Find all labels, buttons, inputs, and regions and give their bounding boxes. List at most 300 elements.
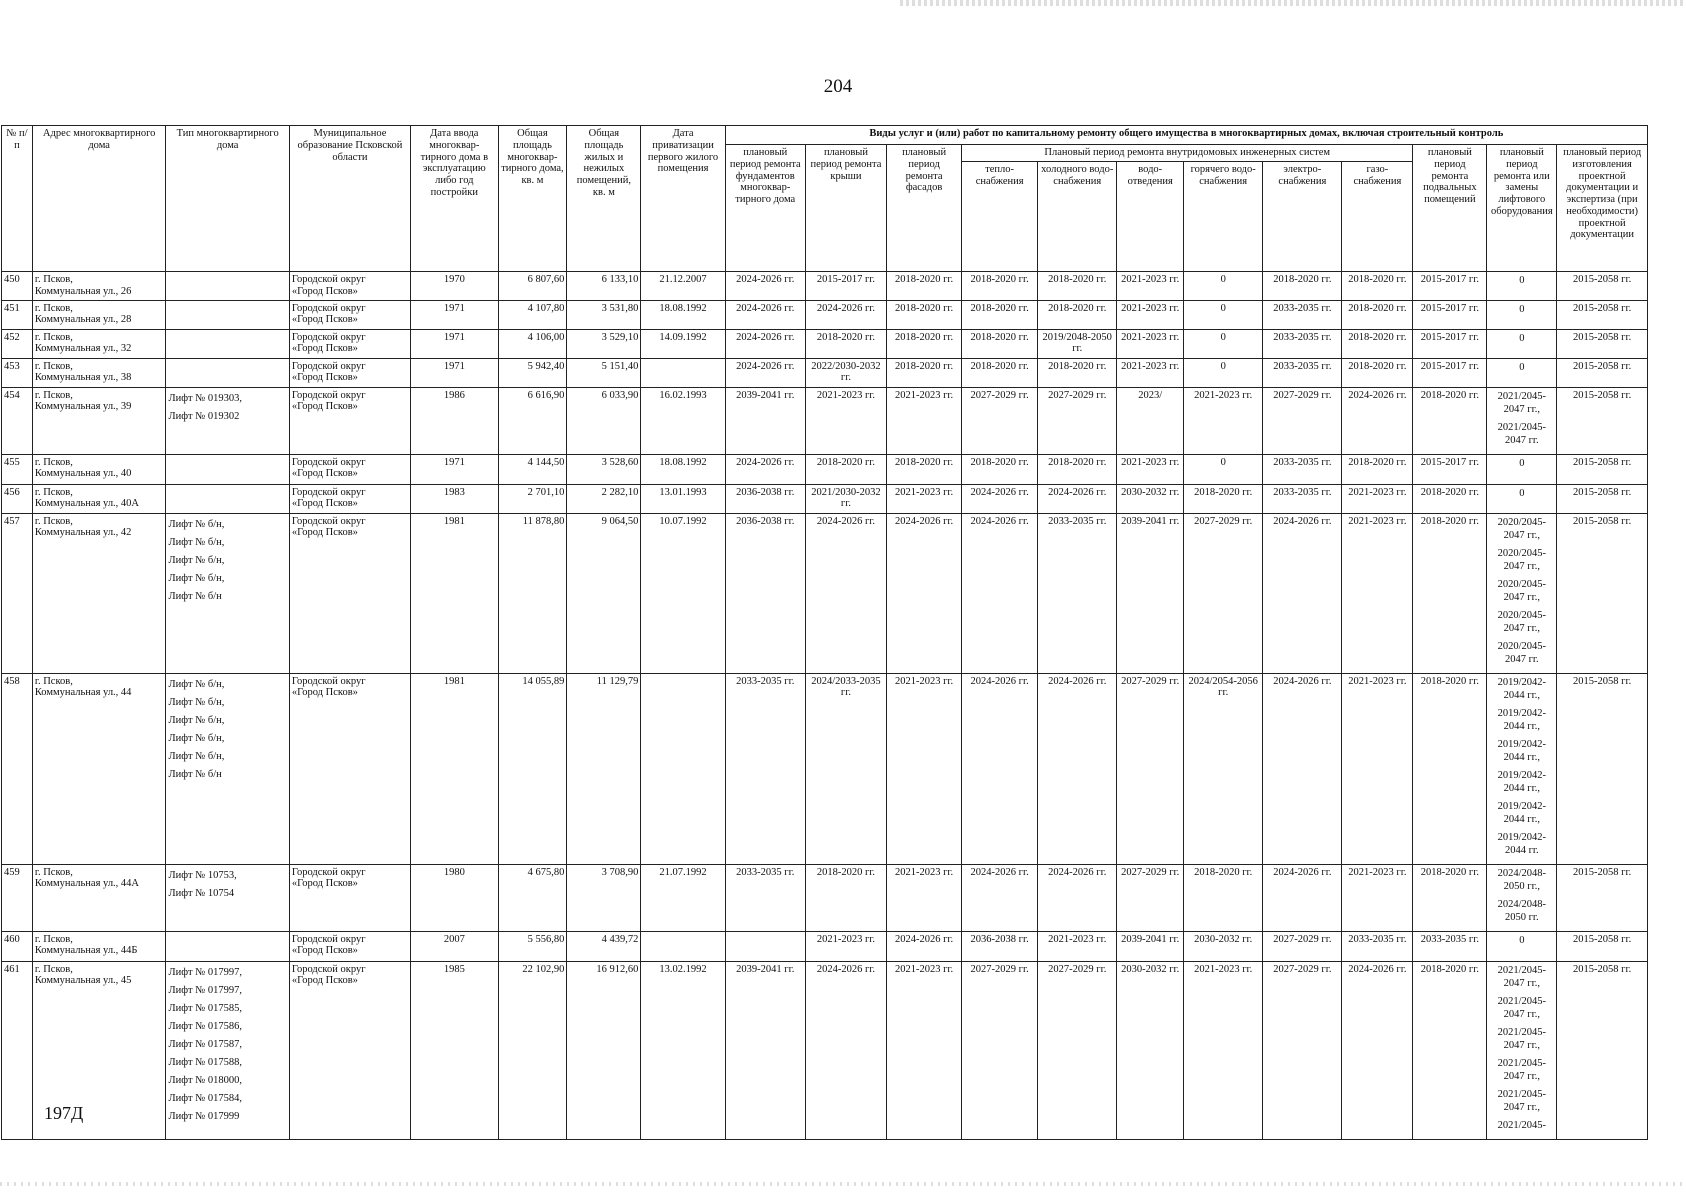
cell-cold-water: 2027-2029 гг. [1038,387,1117,454]
elevator-id: Лифт № 10753, [168,869,237,881]
repair-schedule-table [1,125,1648,1140]
table-row [2,864,1648,931]
cell-electric: 2027-2029 гг. [1263,387,1342,454]
cell-facade: 2018-2020 гг. [887,300,962,329]
cell-gas: 2024-2026 гг. [1342,961,1413,1139]
cell-gas: 2033-2035 гг. [1342,931,1413,961]
cell-privatization-date: 21.12.2007 [641,272,725,301]
cell-num: 453 [2,358,33,387]
cell-premises-area: 9 064,50 [567,513,641,673]
elevator-period: 0 [1519,303,1525,315]
cell-hot-water: 2018-2020 гг. [1184,864,1263,931]
cell-house-type [166,513,289,673]
cell-municipality [289,961,410,1139]
cell-foundation: 2024-2026 гг. [725,300,805,329]
cell-docs: 2015-2058 гг. [1557,358,1648,387]
cell-num: 457 [2,513,33,673]
cell-privatization-date: 18.08.1992 [641,300,725,329]
cell-elevator [1487,484,1557,513]
municipality-line: Городской округ [291,866,366,878]
elevator-period: 2024/2048-2050 гг. [1497,898,1547,923]
cell-electric: 2024-2026 гг. [1263,864,1342,931]
cell-roof: 2024/2033-2035 гг. [805,673,886,864]
cell-cold-water: 2024-2026 гг. [1038,484,1117,513]
elevator-period: 2019/2042-2044 гг., [1497,738,1547,763]
cell-sewer: 2027-2029 гг. [1117,864,1184,931]
page-number: 204 [823,76,853,97]
cell-total-area: 14 055,89 [498,673,567,864]
table-row [2,454,1648,484]
cell-privatization-date: 21.07.1992 [641,864,725,931]
cell-heat: 2024-2026 гг. [962,864,1038,931]
cell-basement: 2018-2020 гг. [1413,387,1487,454]
cell-facade: 2021-2023 гг. [887,961,962,1139]
cell-roof: 2018-2020 гг. [805,454,886,484]
cell-municipality [289,300,410,329]
municipality-line: Городской округ [291,274,366,285]
address-street: Коммунальная ул., 38 [34,372,132,384]
cell-house-type [166,387,289,454]
cell-premises-area: 4 439,72 [567,931,641,961]
cell-address [32,454,166,484]
cell-num: 460 [2,931,33,961]
cell-year: 1971 [411,454,498,484]
cell-heat: 2024-2026 гг. [962,673,1038,864]
cell-roof: 2018-2020 гг. [805,329,886,358]
cell-foundation: 2033-2035 гг. [725,864,805,931]
cell-roof: 2021-2023 гг. [805,931,886,961]
cell-total-area: 22 102,90 [498,961,567,1139]
cell-premises-area: 3 708,90 [567,864,641,931]
elevator-period: 0 [1519,361,1525,373]
address-city: г. Псков, [34,456,73,468]
cell-sewer: 2021-2023 гг. [1117,300,1184,329]
cell-municipality [289,864,410,931]
elevator-id: Лифт № б/н [168,768,222,780]
elevator-id: Лифт № б/н, [168,536,225,548]
header-address: Адрес многоквартирного дома [32,126,166,272]
elevator-period: 2021/2045-2047 гг., [1497,1057,1547,1082]
cell-hot-water: 0 [1184,329,1263,358]
elevator-id: Лифт № б/н, [168,518,225,530]
cell-roof: 2015-2017 гг. [805,272,886,301]
elevator-id: Лифт № б/н, [168,554,225,566]
scan-edge-top [900,0,1686,6]
cell-basement: 2018-2020 гг. [1413,513,1487,673]
address-street: Коммунальная ул., 40А [34,498,140,510]
address-city: г. Псков, [34,331,73,343]
cell-house-type [166,484,289,513]
cell-basement: 2015-2017 гг. [1413,272,1487,301]
cell-facade: 2021-2023 гг. [887,387,962,454]
cell-gas: 2024-2026 гг. [1342,387,1413,454]
municipality-line: Городской округ [291,515,366,527]
cell-hot-water: 2030-2032 гг. [1184,931,1263,961]
cell-facade: 2018-2020 гг. [887,329,962,358]
elevator-id: Лифт № 018000, [168,1074,242,1086]
cell-total-area: 5 942,40 [498,358,567,387]
cell-docs: 2015-2058 гг. [1557,513,1648,673]
elevator-id: Лифт № 10754 [168,887,235,899]
table-row [2,358,1648,387]
header-roof: плановый период ремонта крыши [805,145,886,272]
cell-gas: 2018-2020 гг. [1342,300,1413,329]
cell-premises-area: 11 129,79 [567,673,641,864]
cell-year: 1981 [411,673,498,864]
cell-elevator [1487,454,1557,484]
cell-hot-water: 2021-2023 гг. [1184,387,1263,454]
cell-hot-water: 2027-2029 гг. [1184,513,1263,673]
cell-address [32,358,166,387]
cell-heat: 2018-2020 гг. [962,358,1038,387]
cell-heat: 2027-2029 гг. [962,961,1038,1139]
cell-docs: 2015-2058 гг. [1557,961,1648,1139]
elevator-id: Лифт № 019302 [168,410,240,422]
cell-gas: 2021-2023 гг. [1342,864,1413,931]
address-city: г. Псков, [34,933,73,945]
municipality-line: Городской округ [291,675,366,687]
cell-roof: 2021-2023 гг. [805,387,886,454]
cell-roof: 2024-2026 гг. [805,300,886,329]
cell-foundation: 2024-2026 гг. [725,329,805,358]
municipality-line: Городской округ [291,331,366,343]
table-row [2,300,1648,329]
elevator-period: 2021/2045-2047 гг., [1497,1088,1547,1113]
elevator-period: 2019/2042-2044 гг., [1497,800,1547,825]
cell-house-type [166,329,289,358]
cell-elevator [1487,329,1557,358]
elevator-period: 2020/2045-2047 гг., [1497,578,1547,603]
elevator-id: Лифт № б/н, [168,678,225,690]
cell-electric: 2027-2029 гг. [1263,931,1342,961]
cell-gas: 2021-2023 гг. [1342,513,1413,673]
address-street: Коммунальная ул., 26 [34,285,132,297]
elevator-period: 2020/2045-2047 гг., [1497,609,1547,634]
cell-elevator [1487,272,1557,301]
table-row [2,387,1648,454]
cell-total-area: 4 107,80 [498,300,567,329]
cell-electric: 2033-2035 гг. [1263,484,1342,513]
header-docs: плановый период изготовления проектной документации и экспертиза (при необходимости) проектной документации [1557,145,1648,272]
cell-year: 1985 [411,961,498,1139]
cell-premises-area: 16 912,60 [567,961,641,1139]
elevator-period: 2021/2045- [1497,1119,1547,1131]
address-street: Коммунальная ул., 44Б [34,945,138,957]
footer-code: 197Д [44,1103,84,1123]
elevator-id: Лифт № б/н, [168,750,225,762]
cell-facade: 2018-2020 гг. [887,272,962,301]
cell-sewer: 2021-2023 гг. [1117,358,1184,387]
cell-num: 454 [2,387,33,454]
municipality-line: Городской округ [291,486,366,498]
cell-municipality [289,513,410,673]
municipality-line: Городской округ [291,302,366,314]
cell-premises-area: 2 282,10 [567,484,641,513]
cell-electric: 2033-2035 гг. [1263,454,1342,484]
cell-roof: 2024-2026 гг. [805,961,886,1139]
cell-num: 452 [2,329,33,358]
cell-premises-area: 3 531,80 [567,300,641,329]
cell-year: 1971 [411,329,498,358]
cell-sewer: 2039-2041 гг. [1117,931,1184,961]
header-foundation: плановый период ремонта фундаментов многоквар-тирного дома [725,145,805,272]
cell-electric: 2027-2029 гг. [1263,961,1342,1139]
table-body [2,272,1648,1140]
cell-heat: 2024-2026 гг. [962,484,1038,513]
address-street: Коммунальная ул., 32 [34,343,132,355]
elevator-id: Лифт № б/н, [168,572,225,584]
cell-municipality [289,454,410,484]
header-type: Тип многоквартирного дома [166,126,289,272]
table-row [2,673,1648,864]
cell-privatization-date: 16.02.1993 [641,387,725,454]
municipality-line: «Город Псков» [291,498,358,510]
cell-sewer: 2021-2023 гг. [1117,329,1184,358]
table-row [2,484,1648,513]
cell-heat: 2018-2020 гг. [962,272,1038,301]
elevator-id: Лифт № б/н [168,590,222,602]
cell-num: 450 [2,272,33,301]
cell-num: 459 [2,864,33,931]
elevator-period: 0 [1519,457,1525,469]
cell-address [32,272,166,301]
address-street: Коммунальная ул., 44А [34,878,140,890]
cell-sewer: 2039-2041 гг. [1117,513,1184,673]
cell-house-type [166,931,289,961]
cell-foundation: 2039-2041 гг. [725,387,805,454]
header-commission-date: Дата ввода многоквар-тирного дома в эксплуатацию либо год постройки [411,126,498,272]
cell-facade: 2021-2023 гг. [887,673,962,864]
cell-cold-water: 2033-2035 гг. [1038,513,1117,673]
elevator-period: 2019/2042-2044 гг., [1497,769,1547,794]
cell-address [32,484,166,513]
cell-docs: 2015-2058 гг. [1557,300,1648,329]
table-row [2,931,1648,961]
address-street: Коммунальная ул., 39 [34,401,132,413]
cell-privatization-date [641,673,725,864]
cell-address [32,387,166,454]
cell-privatization-date: 13.01.1993 [641,484,725,513]
cell-heat: 2036-2038 гг. [962,931,1038,961]
elevator-id: Лифт № 017997, [168,984,242,996]
cell-cold-water: 2021-2023 гг. [1038,931,1117,961]
address-street: Коммунальная ул., 42 [34,527,132,539]
cell-privatization-date [641,358,725,387]
cell-docs: 2015-2058 гг. [1557,484,1648,513]
elevator-period: 0 [1519,487,1525,499]
cell-electric: 2033-2035 гг. [1263,329,1342,358]
elevator-period: 2021/2045-2047 гг., [1497,390,1547,415]
cell-electric: 2018-2020 гг. [1263,272,1342,301]
header-works-group: Виды услуг и (или) работ по капитальному ремонту общего имущества в многоквартирных домах, включая строительный контроль [725,126,1647,145]
cell-foundation: 2039-2041 гг. [725,961,805,1139]
cell-address [32,864,166,931]
address-street: Коммунальная ул., 44 [34,687,132,699]
header-electric: электро-снабжения [1263,162,1342,272]
cell-heat: 2018-2020 гг. [962,300,1038,329]
elevator-id: Лифт № б/н, [168,732,225,744]
elevator-period: 2019/2042-2044 гг., [1497,707,1547,732]
cell-roof: 2022/2030-2032 гг. [805,358,886,387]
elevator-period: 2021/2045-2047 гг. [1497,421,1547,446]
cell-premises-area: 5 151,40 [567,358,641,387]
municipality-line: «Город Псков» [291,975,358,987]
elevator-id: Лифт № б/н, [168,714,225,726]
header-heat: тепло-снабжения [962,162,1038,272]
header-hot-water: горячего водо-снабжения [1184,162,1263,272]
address-street: Коммунальная ул., 28 [34,314,132,326]
cell-num: 461 [2,961,33,1139]
cell-elevator [1487,931,1557,961]
header-facade: плановый период ремонта фасадов [887,145,962,272]
cell-sewer: 2023/ [1117,387,1184,454]
cell-year: 1970 [411,272,498,301]
cell-year: 1980 [411,864,498,931]
cell-sewer: 2030-2032 гг. [1117,961,1184,1139]
cell-num: 456 [2,484,33,513]
cell-house-type [166,300,289,329]
cell-sewer: 2027-2029 гг. [1117,673,1184,864]
cell-hot-water: 2024/2054-2056 гг. [1184,673,1263,864]
cell-total-area: 5 556,80 [498,931,567,961]
municipality-line: Городской округ [291,389,366,401]
elevator-id: Лифт № б/н, [168,696,225,708]
elevator-period: 2019/2042-2044 гг., [1497,676,1547,701]
cell-elevator [1487,358,1557,387]
cell-address [32,329,166,358]
cell-year: 1971 [411,300,498,329]
cell-cold-water: 2024-2026 гг. [1038,673,1117,864]
cell-electric: 2024-2026 гг. [1263,513,1342,673]
municipality-line: «Город Псков» [291,401,358,413]
header-cold-water: холодного водо-снабжения [1038,162,1117,272]
cell-elevator [1487,961,1557,1139]
cell-facade: 2021-2023 гг. [887,484,962,513]
cell-gas: 2018-2020 гг. [1342,454,1413,484]
cell-basement: 2018-2020 гг. [1413,961,1487,1139]
cell-cold-water: 2018-2020 гг. [1038,272,1117,301]
cell-municipality [289,329,410,358]
cell-elevator [1487,513,1557,673]
elevator-id: Лифт № 017585, [168,1002,242,1014]
cell-facade: 2024-2026 гг. [887,513,962,673]
cell-cold-water: 2018-2020 гг. [1038,300,1117,329]
address-city: г. Псков, [34,360,73,372]
cell-roof: 2024-2026 гг. [805,513,886,673]
cell-house-type [166,673,289,864]
cell-total-area: 2 701,10 [498,484,567,513]
cell-elevator [1487,300,1557,329]
cell-basement: 2015-2017 гг. [1413,454,1487,484]
cell-cold-water: 2019/2048-2050 гг. [1038,329,1117,358]
address-street: Коммунальная ул., 45 [34,975,132,987]
elevator-id: Лифт № 017584, [168,1092,242,1104]
address-city: г. Псков, [34,486,73,498]
table-row [2,513,1648,673]
cell-heat: 2024-2026 гг. [962,513,1038,673]
elevator-id: Лифт № 017586, [168,1020,242,1032]
municipality-line: «Город Псков» [291,343,358,355]
cell-docs: 2015-2058 гг. [1557,329,1648,358]
municipality-line: «Город Псков» [291,945,358,957]
cell-premises-area: 6 133,10 [567,272,641,301]
cell-elevator [1487,387,1557,454]
cell-municipality [289,387,410,454]
cell-year: 1986 [411,387,498,454]
cell-gas: 2018-2020 гг. [1342,358,1413,387]
cell-electric: 2033-2035 гг. [1263,358,1342,387]
cell-hot-water: 0 [1184,454,1263,484]
cell-basement: 2018-2020 гг. [1413,673,1487,864]
cell-facade: 2018-2020 гг. [887,358,962,387]
cell-basement: 2015-2017 гг. [1413,300,1487,329]
cell-house-type [166,864,289,931]
cell-total-area: 4 675,80 [498,864,567,931]
cell-total-area: 6 616,90 [498,387,567,454]
elevator-id: Лифт № 017999 [168,1110,240,1122]
header-basement: плановый период ремонта подвальных помещений [1413,145,1487,272]
cell-house-type [166,454,289,484]
elevator-period: 2020/2045-2047 гг., [1497,516,1547,541]
cell-cold-water: 2018-2020 гг. [1038,358,1117,387]
cell-basement: 2015-2017 гг. [1413,329,1487,358]
table-row [2,272,1648,301]
cell-foundation: 2024-2026 гг. [725,272,805,301]
address-city: г. Псков, [34,675,73,687]
cell-total-area: 11 878,80 [498,513,567,673]
cell-privatization-date: 14.09.1992 [641,329,725,358]
cell-year: 1983 [411,484,498,513]
address-city: г. Псков, [34,274,73,285]
address-city: г. Псков, [34,515,73,527]
municipality-line: «Город Псков» [291,527,358,539]
cell-foundation: 2024-2026 гг. [725,358,805,387]
municipality-line: «Город Псков» [291,468,358,480]
cell-house-type [166,272,289,301]
cell-hot-water: 0 [1184,358,1263,387]
cell-docs: 2015-2058 гг. [1557,864,1648,931]
cell-facade: 2018-2020 гг. [887,454,962,484]
table-row [2,961,1648,1139]
cell-docs: 2015-2058 гг. [1557,387,1648,454]
cell-premises-area: 3 528,60 [567,454,641,484]
header-sewer: водо-отведения [1117,162,1184,272]
cell-docs: 2015-2058 гг. [1557,931,1648,961]
cell-cold-water: 2024-2026 гг. [1038,864,1117,931]
elevator-period: 0 [1519,332,1525,344]
municipality-line: Городской округ [291,933,366,945]
cell-privatization-date: 18.08.1992 [641,454,725,484]
header-total-area: Общая площадь многоквар-тирного дома, кв. м [498,126,567,272]
municipality-line: «Город Псков» [291,687,358,699]
elevator-period: 2020/2045-2047 гг., [1497,547,1547,572]
header-privatization-date: Дата приватизации первого жилого помещения [641,126,725,272]
municipality-line: «Город Псков» [291,314,358,326]
municipality-line: «Город Псков» [291,372,358,384]
cell-cold-water: 2018-2020 гг. [1038,454,1117,484]
cell-docs: 2015-2058 гг. [1557,272,1648,301]
table-row [2,329,1648,358]
cell-facade: 2024-2026 гг. [887,931,962,961]
elevator-id: Лифт № 019303, [168,392,242,404]
cell-roof: 2021/2030-2032 гг. [805,484,886,513]
cell-year: 2007 [411,931,498,961]
scan-edge-bottom [0,1182,1686,1186]
cell-cold-water: 2027-2029 гг. [1038,961,1117,1139]
cell-hot-water: 0 [1184,272,1263,301]
cell-gas: 2021-2023 гг. [1342,484,1413,513]
header-gas: газо-снабжения [1342,162,1413,272]
